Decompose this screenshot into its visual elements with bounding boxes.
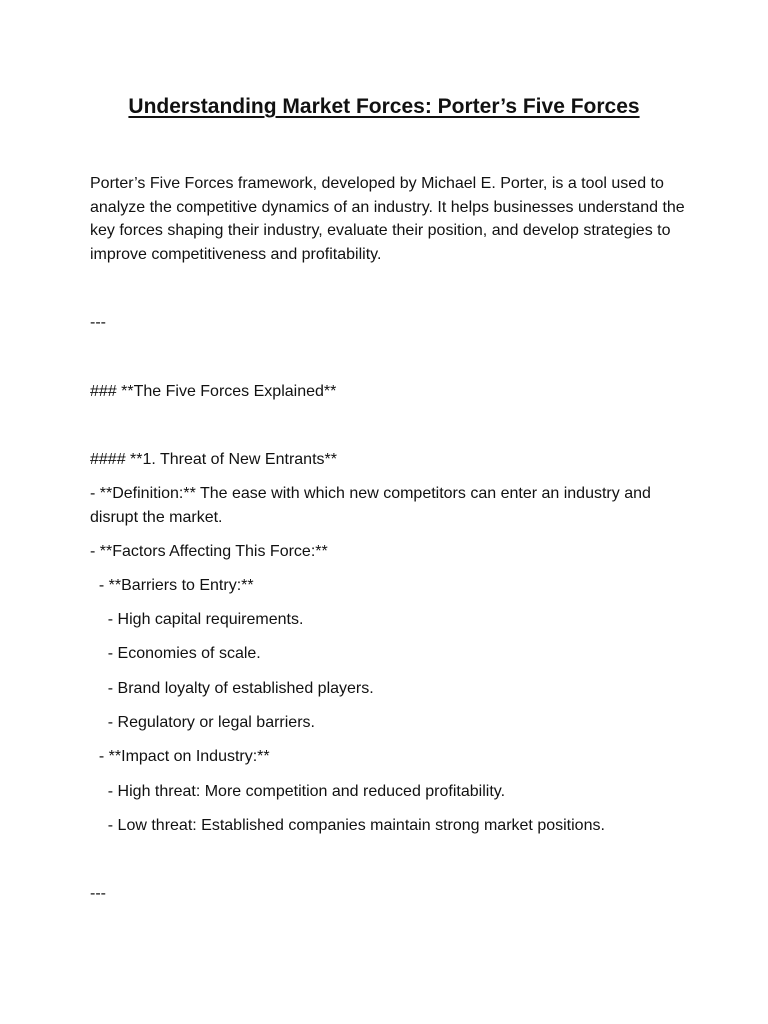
separator-line: ---: [90, 314, 106, 331]
force-heading: #### **1. Threat of New Entrants**: [90, 451, 337, 468]
section-heading: ### **The Five Forces Explained**: [90, 383, 337, 400]
factors-heading: - **Factors Affecting This Force:**: [90, 543, 328, 560]
intro-paragraph: Porter’s Five Forces framework, developed by Michael E. Porter, is a tool used to analyze the competitive dynamics of an industry. It helps businesses understand the key forces shaping their industry, evaluate their position, and develop strategies to improve competitiveness and profitability.: [90, 175, 685, 263]
separator-line: ---: [90, 885, 106, 902]
impact-list-item: - Low threat: Established companies maintain strong market positions.: [90, 817, 605, 834]
impact-list-item: - High threat: More competition and reduced profitability.: [90, 783, 506, 800]
barrier-list-item: - Brand loyalty of established players.: [90, 680, 374, 697]
barrier-list-item: - Regulatory or legal barriers.: [90, 714, 315, 731]
document-title: Understanding Market Forces: Porter’s Five Forces: [128, 95, 640, 118]
definition-item: - **Definition:** The ease with which new competitors can enter an industry and disrupt the market.: [90, 485, 651, 526]
impact-heading: - **Impact on Industry:**: [90, 748, 270, 765]
barrier-list-item: - High capital requirements.: [90, 611, 304, 628]
barriers-heading: - **Barriers to Entry:**: [90, 577, 254, 594]
barrier-list-item: - Economies of scale.: [90, 645, 261, 662]
